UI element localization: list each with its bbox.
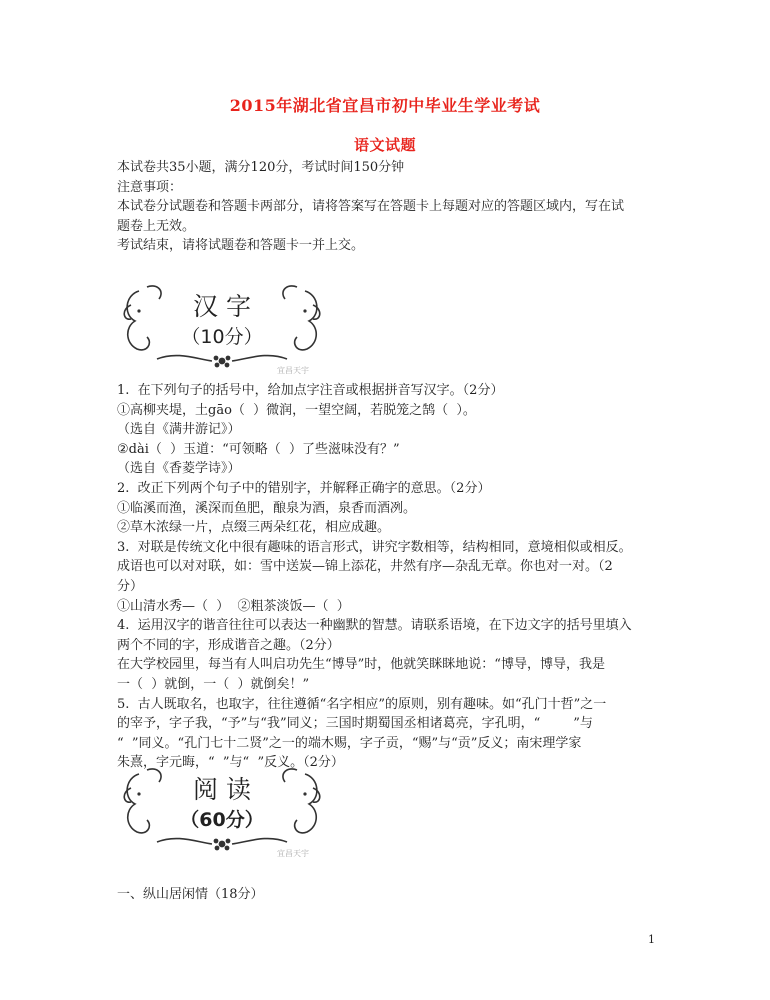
question-line: ①临溪而渔，溪深而鱼肥，酿泉为酒，泉香而酒冽。 (117, 500, 417, 516)
hanzi-section-badge (117, 281, 327, 376)
ornament-frame-icon (117, 764, 327, 859)
question-line: 2. 改正下列两个句子中的错别字，并解释正确字的意思。（2分） (117, 480, 491, 496)
question-line: ①山清水秀—（ ） ②粗茶淡饭—（ ） (117, 598, 350, 614)
badge-title: 阅 读 (193, 775, 251, 804)
question-line: ②dài（ ）玉道：“可领略（ ）了些滋味没有？” (117, 441, 400, 457)
question-line: （选自《满井游记》） (117, 422, 241, 438)
question-line: 的宰予，字子我，“予”与“我”同义；三国时期蜀国丞相诸葛亮，字孔明，“ ”与 (117, 716, 593, 732)
question-line: ②草木浓绿一片，点缀三两朵红花，相应成趣。 (117, 520, 391, 536)
yuedu-section-badge (117, 764, 327, 859)
exam-subtitle: 语文试题 (353, 136, 416, 154)
section-heading: 一、纵山居闲情（18分） (117, 887, 264, 902)
question-line: 一（ ）就倒，一（ ）就倒矣！” (117, 676, 310, 692)
exam-title: 2015年湖北省宜昌市初中毕业生学业考试 (229, 96, 541, 115)
question-list (117, 381, 657, 773)
question-line: ①高柳夹堤，土gāo（ ）微润，一望空阔，若脱笼之鹄（ ）。 (117, 402, 476, 418)
instruction-line: 考试结束，请将试题卷和答题卡一并上交。 (117, 238, 365, 254)
instructions (117, 158, 657, 256)
question-line: 两个不同的字，形成谐音之趣。（2分） (117, 637, 340, 653)
question-line: 5. 古人既取名，也取字，往往遵循“名字相应”的原则，别有趣味。如“孔门十哲”之一 (117, 696, 607, 712)
instruction-line: 题卷上无效。 (117, 218, 196, 234)
question-line: 1. 在下列句子的括号中，给加点字注音或根据拼音写汉字。（2分） (117, 383, 504, 398)
instruction-line: 注意事项： (117, 179, 183, 195)
question-line: 分） (117, 578, 144, 594)
question-line: 成语也可以对对联，如：雪中送炭—锦上添花，井然有序—杂乱无章。你也对一对。（2 (117, 559, 613, 575)
question-line: （选自《香菱学诗》） (117, 461, 241, 477)
instruction-line: 本试卷分试题卷和答题卡两部分，请将答案写在答题卡上每题对应的答题区域内，写在试 (117, 199, 625, 215)
badge-score: （60分） (180, 809, 264, 831)
badge-score: （10分） (181, 326, 263, 348)
question-line: 4. 运用汉字的谐音往往可以表达一种幽默的智慧。请联系语境，在下边文字的括号里填入 (117, 618, 632, 634)
ornament-frame-icon (117, 281, 327, 376)
page-number: 1 (648, 933, 655, 946)
badge-title: 汉 字 (193, 292, 251, 321)
question-line: 3. 对联是传统文化中很有趣味的语言形式，讲究字数相等，结构相同，意境相似或相反。 (117, 539, 632, 555)
question-line: “ ”同义。“孔门七十二贤”之一的端木赐，字子贡，“赐”与“贡”反义；南宋理学家 (117, 735, 582, 751)
instruction-line: 本试卷共35小题，满分120分，考试时间150分钟 (117, 160, 405, 175)
watermark-text: 宜昌天宇 (277, 366, 309, 375)
question-line: 朱熹，字元晦，“ ”与“ ”反义。（2分） (117, 755, 344, 771)
watermark-text: 宜昌天宇 (277, 849, 309, 858)
question-line: 在大学校园里，每当有人叫启功先生“博导”时，他就笑眯眯地说：“博导，博导，我是 (117, 657, 605, 673)
